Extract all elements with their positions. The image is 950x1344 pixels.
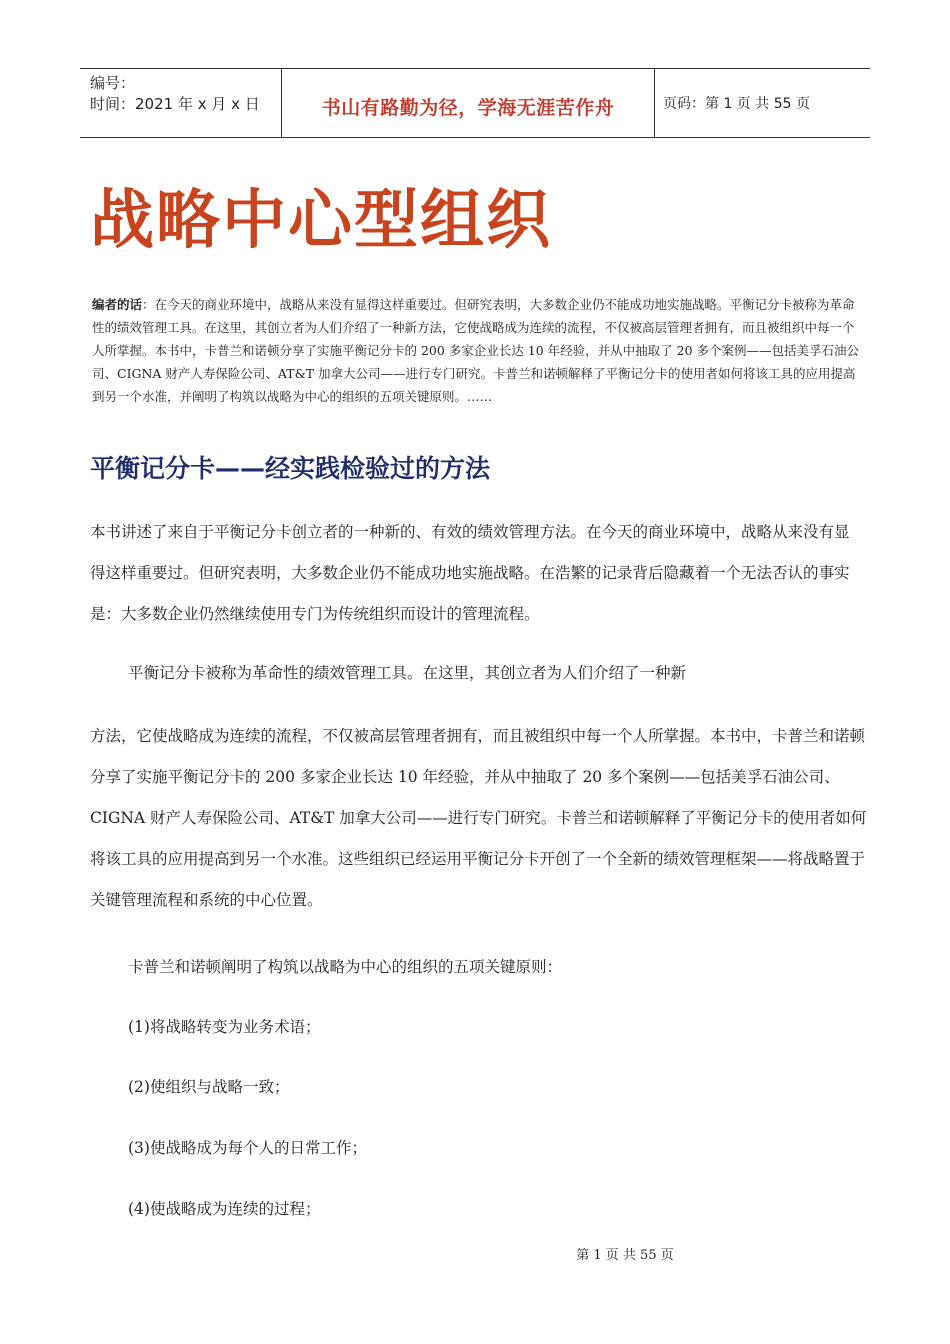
header-meta-cell xyxy=(80,69,282,137)
principle-item: (2)使组织与战略一致； xyxy=(128,1078,290,1096)
header-motto-cell xyxy=(282,69,655,137)
editor-note-label: 编者的话 xyxy=(92,297,143,312)
paragraph-1: 本书讲述了来自于平衡记分卡创立者的一种新的、有效的绩效管理方法。在今天的商业环境中，战略从来没有显得这样重要过。但研究表明，大多数企业仍不能成功地实施战略。在浩繁的记录背后隐藏着一个无法否认的事实是：大多数企业仍然继续使用专门为传统组织而设计的管理流程。 xyxy=(90,523,850,623)
paragraph-2: 平衡记分卡被称为革命性的绩效管理工具。在这里，其创立者为人们介绍了一种新 xyxy=(128,664,687,682)
time-label: 时间：2021 年 x 月 x 日 xyxy=(90,95,260,113)
editor-note-text: ：在今天的商业环境中，战略从来没有显得这样重要过。但研究表明，大多数企业仍不能成功地实施战略。平衡记分卡被称为革命性的绩效管理工具。在这里，其创立者为人们介绍了一种新方法，它使战略成为连续的流程，不仅被高层管理者拥有，而且被组织中每一个人所掌握。本书中，卡普兰和诺顿分享了实施平衡记分卡的 200 多家企业长达 10 年经验，并从中抽取了 20 多个案例——包括美孚石油公司、CIGNA 财产人寿保险公司、AT&T 加拿大公司——进行专门研究。卡普兰和诺顿解释了平衡记分卡的使用者如何将该工具的应用提高到另一个水准，并阐明了构筑以战略为中心的组织的五项关键原则。…… xyxy=(92,297,860,404)
header-page-cell xyxy=(655,69,870,137)
editor-note xyxy=(92,293,862,408)
section-title: 平衡记分卡——经实践检验过的方法 xyxy=(90,454,491,483)
page-footer: 第 1 页 共 55 页 xyxy=(576,1248,674,1263)
paragraph-4: 卡普兰和诺顿阐明了构筑以战略为中心的组织的五项关键原则： xyxy=(128,958,563,976)
principle-item: (4)使战略成为连续的过程； xyxy=(128,1200,321,1218)
principle-item: (3)使战略成为每个人的日常工作； xyxy=(128,1139,367,1157)
paragraph-3: 方法，它使战略成为连续的流程，不仅被高层管理者拥有，而且被组织中每一个人所掌握。本书中，卡普兰和诺顿分享了实施平衡记分卡的 200 多家企业长达 10 年经验，并从中抽取了 20 多个案例——包括美孚石油公司、CIGNA 财产人寿保险公司、AT&T 加拿大公司——进行专门研究。卡普兰和诺顿解释了平衡记分卡的使用者如何将该工具的应用提高到另一个水准。这些组织已经运用平衡记分卡开创了一个全新的绩效管理框架——将战略置于关键管理流程和系统的中心位置。 xyxy=(90,727,867,909)
principle-item: (1)将战略转变为业务术语； xyxy=(128,1018,321,1036)
motto: 书山有路勤为径，学海无涯苦作舟 xyxy=(321,96,615,119)
page-info: 页码：第 1 页 共 55 页 xyxy=(663,96,810,112)
document-title: 战略中心型组织 xyxy=(90,184,552,258)
code-label: 编号： xyxy=(90,74,136,92)
document-header xyxy=(80,68,870,138)
